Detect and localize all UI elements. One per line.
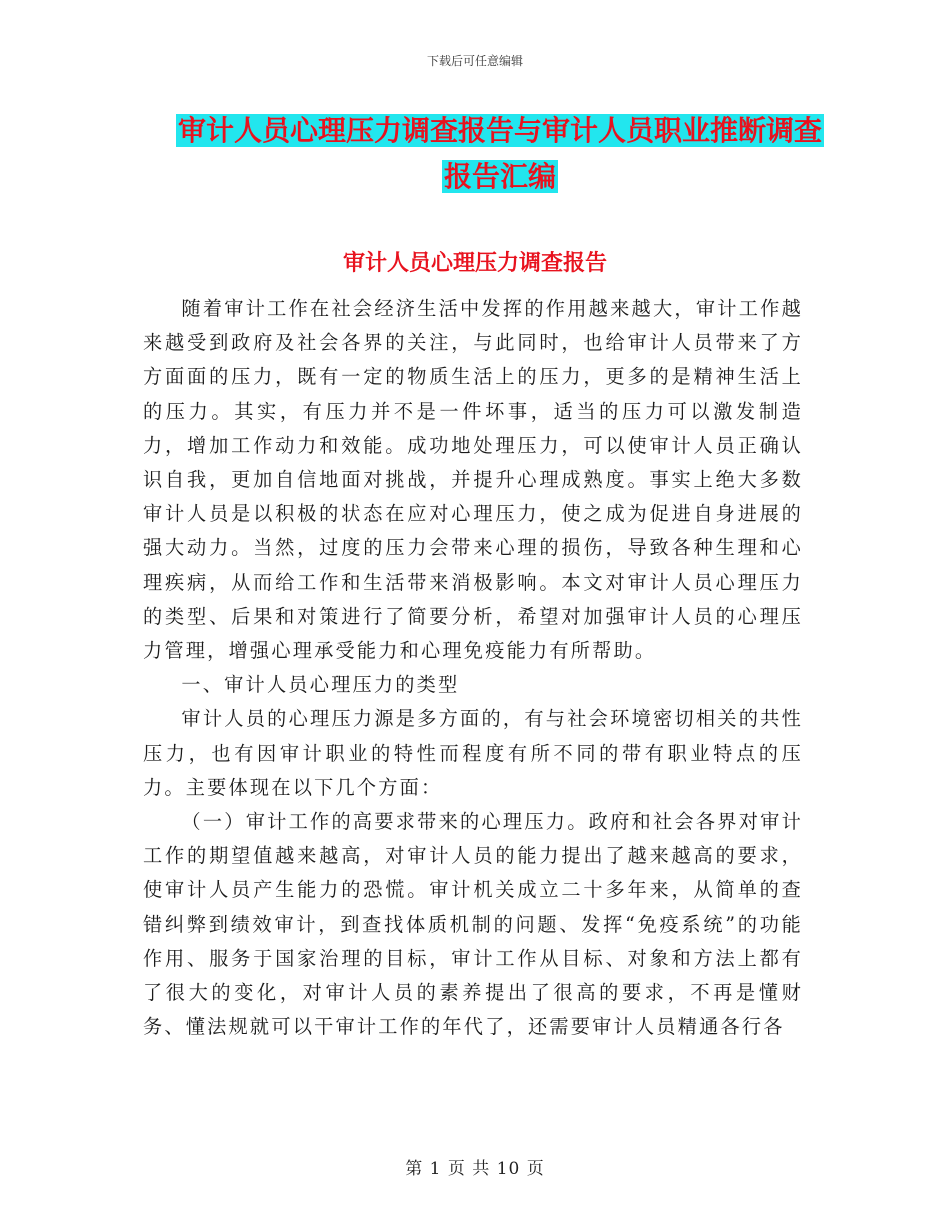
paragraph-intro: 随着审计工作在社会经济生活中发挥的作用越来越大，审计工作越来越受到政府及社会各界的关注，与此同时，也给审计人员带来了方方面面的压力，既有一定的物质生活上的压力，更多的是精神生活上的压力。其实，有压力并不是一件坏事，适当的压力可以激发制造力，增加工作动力和效能。成功地处理压力，可以使审计人员正确认识自我，更加自信地面对挑战，并提升心理成熟度。事实上绝大多数审计人员是以积极的状态在应对心理压力，使之成为促进自身进展的强大动力。当然，过度的压力会带来心理的损伤，导致各种生理和心理疾病，从而给工作和生活带来消极影响。本文对审计人员心理压力的类型、后果和对策进行了简要分析，希望对加强审计人员的心理压力管理，增强心理承受能力和心理免疫能力有所帮助。	[143, 297, 803, 663]
heading-types: 一、审计人员心理压力的类型	[181, 673, 460, 697]
paragraph-high-requirements: （一）审计工作的高要求带来的心理压力。政府和社会各界对审计工作的期望值越来越高，对审计人员的能力提出了越来越高的要求，使审计人员产生能力的恐慌。审计机关成立二十多年来，从简单的查错纠弊到绩效审计，到查找体质机制的问题、发挥“免疫系统”的功能作用、服务于国家治理的目标，审计工作从目标、对象和方法上都有了很大的变化，对审计人员的素养提出了很高的要求，不再是懂财务、懂法规就可以干审计工作的年代了，还需要审计人员精通各行各	[143, 810, 803, 1039]
document-title-line-1: 审计人员心理压力调查报告与审计人员职业推断调查	[177, 114, 822, 147]
paragraph-sources: 审计人员的心理压力源是多方面的，有与社会环境密切相关的共性压力，也有因审计职业的特性而程度有所不同的带有职业特点的压力。主要体现在以下几个方面：	[143, 707, 803, 799]
body-text	[143, 292, 803, 1044]
section-title: 审计人员心理压力调查报告	[342, 251, 607, 276]
page-footer: 第 1 页 共 10 页	[405, 1159, 545, 1179]
page-header-note: 下载后可任意编辑	[426, 54, 523, 68]
document-title-line-2: 报告汇编	[443, 160, 556, 193]
document-title	[140, 108, 860, 200]
